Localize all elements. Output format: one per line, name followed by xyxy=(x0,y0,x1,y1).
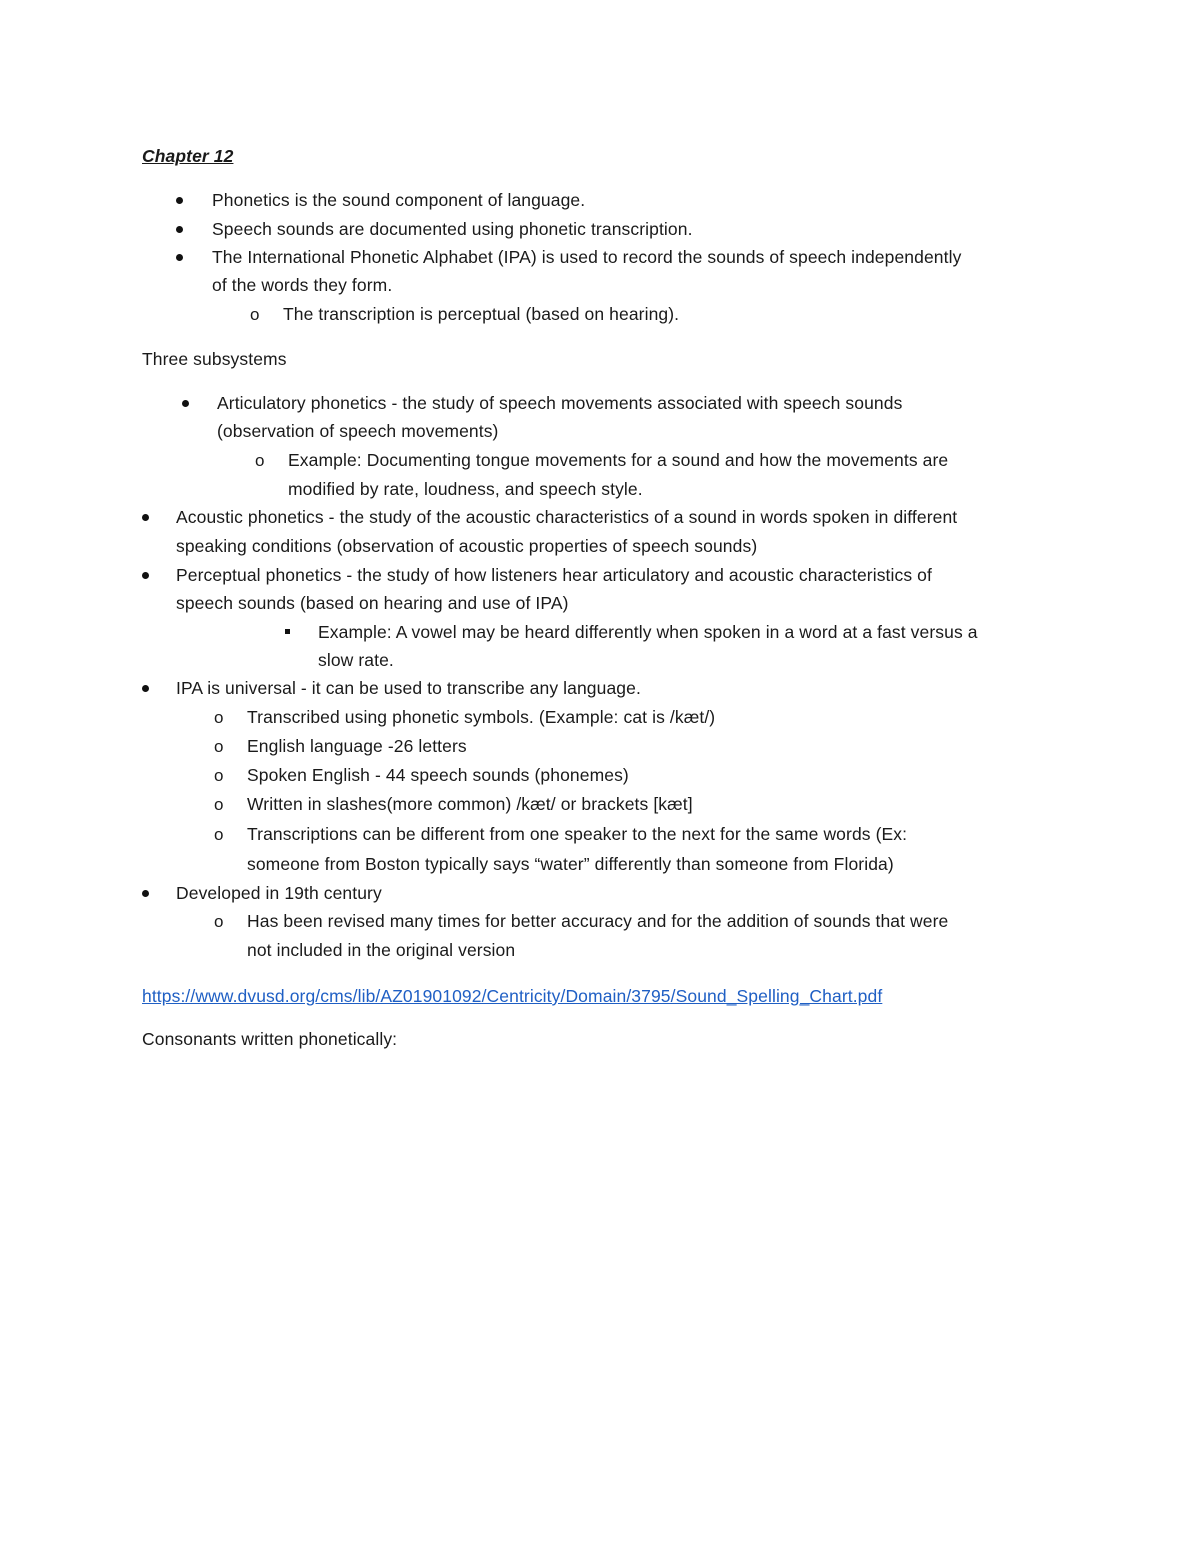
sub-list-item-continuation: not included in the original version xyxy=(247,940,516,960)
bullet-dot xyxy=(176,226,183,233)
list-item-continuation: speaking conditions (observation of acoustic properties of speech sounds) xyxy=(176,536,758,556)
page-title: Chapter 12 xyxy=(142,146,234,166)
list-item: The International Phonetic Alphabet (IPA) is used to record the sounds of speech independently xyxy=(212,247,962,267)
section-heading: Three subsystems xyxy=(142,349,287,369)
list-item-continuation: speech sounds (based on hearing and use of IPA) xyxy=(176,593,569,613)
bullet-dot xyxy=(142,514,149,521)
sub-bullet-marker: o xyxy=(214,825,224,844)
sub-bullet-marker: o xyxy=(214,708,224,727)
list-item: Perceptual phonetics - the study of how listeners hear articulatory and acoustic characteristics of xyxy=(176,565,932,585)
sub-bullet-marker: o xyxy=(214,795,224,814)
sub-bullet-marker: o xyxy=(214,737,224,756)
list-item: Speech sounds are documented using phonetic transcription. xyxy=(212,219,693,239)
square-bullet xyxy=(285,629,290,634)
sub-list-item-continuation: someone from Boston typically says “water” differently than someone from Florida) xyxy=(247,854,894,874)
sub-bullet-marker: o xyxy=(250,305,260,324)
list-item-continuation: (observation of speech movements) xyxy=(217,421,499,441)
sub-list-item: Spoken English - 44 speech sounds (phonemes) xyxy=(247,765,629,785)
bullet-dot xyxy=(142,890,149,897)
list-item: Phonetics is the sound component of language. xyxy=(212,190,586,210)
sound-spelling-chart-link[interactable]: https://www.dvusd.org/cms/lib/AZ01901092/Centricity/Domain/3795/Sound_Spelling_Chart.pdf xyxy=(142,986,883,1006)
sub-list-item: Transcribed using phonetic symbols. (Example: cat is /kæt/) xyxy=(247,707,716,727)
bullet-dot xyxy=(142,685,149,692)
bullet-dot xyxy=(176,254,183,261)
sub-bullet-marker: o xyxy=(255,451,265,470)
sub-list-item: The transcription is perceptual (based on hearing). xyxy=(283,304,680,324)
sub-sub-list-item-continuation: slow rate. xyxy=(318,650,394,670)
list-item: Acoustic phonetics - the study of the acoustic characteristics of a sound in words spoken in different xyxy=(176,507,958,527)
sub-sub-list-item: Example: A vowel may be heard differently when spoken in a word at a fast versus a xyxy=(318,622,978,642)
bullet-dot xyxy=(182,400,189,407)
bullet-dot xyxy=(176,197,183,204)
sub-list-item: Written in slashes(more common) /kæt/ or brackets [kæt] xyxy=(247,794,693,814)
sub-list-item: Has been revised many times for better accuracy and for the addition of sounds that were xyxy=(247,911,949,931)
list-item: Developed in 19th century xyxy=(176,883,382,903)
section-heading: Consonants written phonetically: xyxy=(142,1029,398,1049)
sub-list-item: Example: Documenting tongue movements for a sound and how the movements are xyxy=(288,450,949,470)
sub-list-item: English language -26 letters xyxy=(247,736,467,756)
sub-bullet-marker: o xyxy=(214,766,224,785)
list-item: Articulatory phonetics - the study of speech movements associated with speech sounds xyxy=(217,393,903,413)
sub-list-item: Transcriptions can be different from one speaker to the next for the same words (Ex: xyxy=(247,824,908,844)
sub-bullet-marker: o xyxy=(214,912,224,931)
list-item-continuation: of the words they form. xyxy=(212,275,393,295)
bullet-dot xyxy=(142,572,149,579)
sub-list-item-continuation: modified by rate, loudness, and speech style. xyxy=(288,479,643,499)
list-item: IPA is universal - it can be used to transcribe any language. xyxy=(176,678,641,698)
